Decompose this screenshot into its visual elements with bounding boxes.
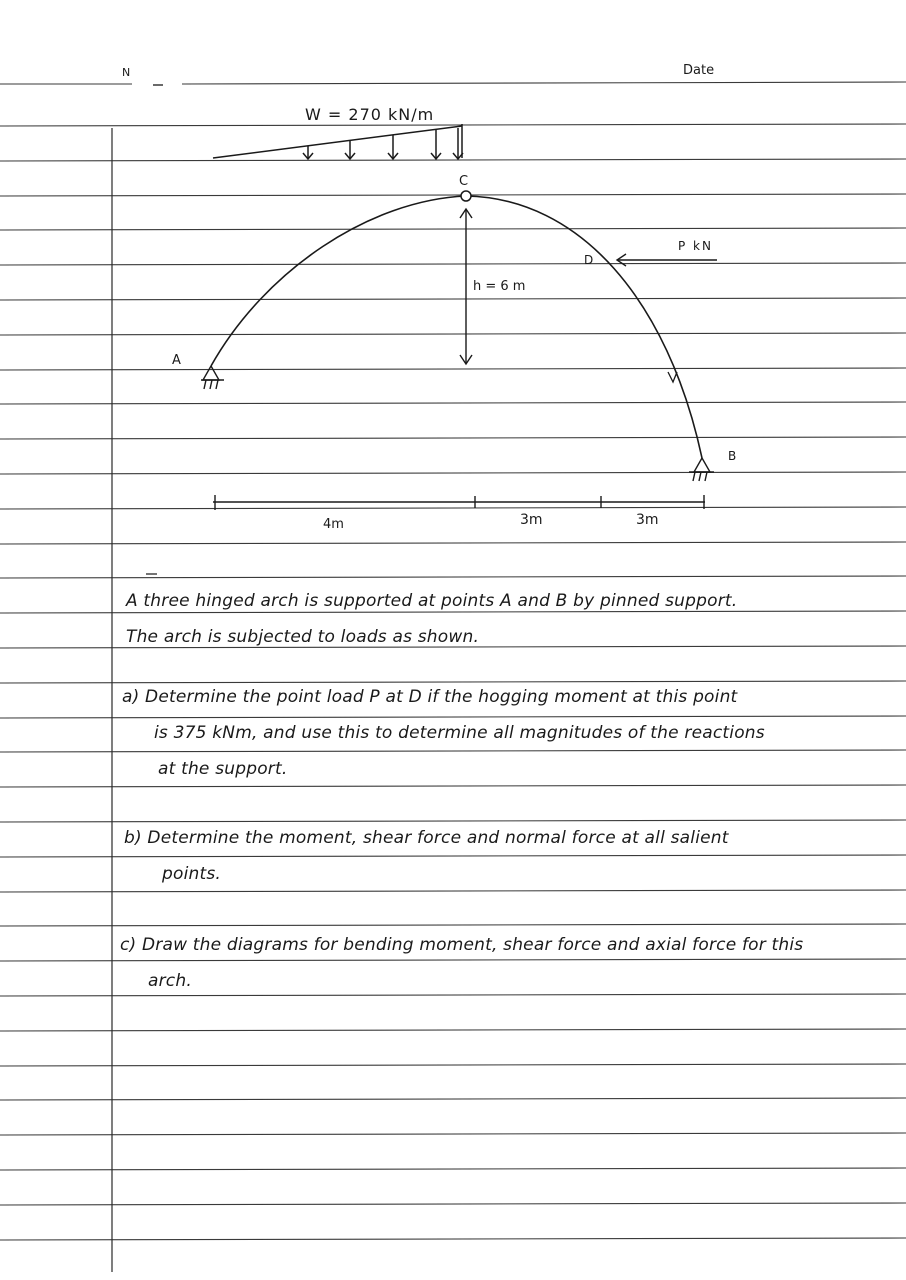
ruled-line [182,82,906,84]
height-label: h = 6 m [473,279,526,294]
ruled-line [0,1238,906,1240]
part-a-line: at the support. [158,759,288,779]
part-b-line: b) Determine the moment, shear force and normal force at all salient [124,828,729,848]
point-d-label: D [584,253,594,267]
header-no-label: N [122,66,131,79]
load-arrow [303,146,313,159]
load-arrow [431,130,441,159]
part-b-line: points. [162,864,222,884]
ruled-line [0,1203,906,1205]
ruled-line [0,576,906,578]
problem-intro [126,583,737,655]
ruled-line [0,298,906,300]
ruled-line [0,507,906,509]
distributed-load [213,124,463,159]
load-arrow [345,141,355,159]
support-b [689,458,714,481]
ruled-line [0,228,906,230]
span-label: 3m [636,512,659,528]
load-arrow [388,135,398,159]
intro-line: A three hinged arch is supported at points A and B by pinned support. [126,591,738,611]
ruled-line [0,542,906,544]
part-c-line: arch. [148,971,192,991]
part-a-line: is 375 kNm, and use this to determine all magnitudes of the reactions [154,723,765,743]
arch-tick [668,372,677,382]
ruled-line [0,437,906,439]
load-slope-line [213,126,462,158]
point-a-label: A [172,353,181,368]
point-c-label: C [459,174,469,189]
ruled-line [0,263,906,265]
load-label: W = 270 kN/m [305,105,435,124]
ruled-line [0,472,906,474]
span-label: 4m [323,517,344,532]
ruled-line [0,1098,906,1100]
part-a-question [122,679,765,787]
header-date-label: Date [683,63,715,78]
point-b-label: B [728,449,737,463]
intro-line: The arch is subjected to loads as shown. [126,627,480,647]
ruled-line [0,1064,906,1066]
ruled-line [0,402,906,404]
span-label: 3m [520,512,543,528]
point-load-label: P kN [678,239,713,253]
part-a-line: a) Determine the point load P at D if the hogging moment at this point [122,687,738,707]
point-load-arrow [617,254,717,266]
arch-curve [211,196,702,458]
ruled-line [0,1133,906,1135]
ruled-line [0,333,906,335]
ruled-line [0,1029,906,1031]
ruled-line [0,159,906,161]
part-c-line: c) Draw the diagrams for bending moment, shear force and axial force for this [120,935,804,955]
ruled-line [0,124,906,126]
ruled-line [0,194,906,196]
hinge-c [461,191,471,201]
ruled-line [0,1168,906,1170]
height-dimension [460,209,472,364]
ruled-lines [0,82,906,1240]
ruled-line [0,368,906,370]
part-b-question [124,820,729,892]
ruled-line [0,924,906,926]
part-c-question [120,927,803,999]
